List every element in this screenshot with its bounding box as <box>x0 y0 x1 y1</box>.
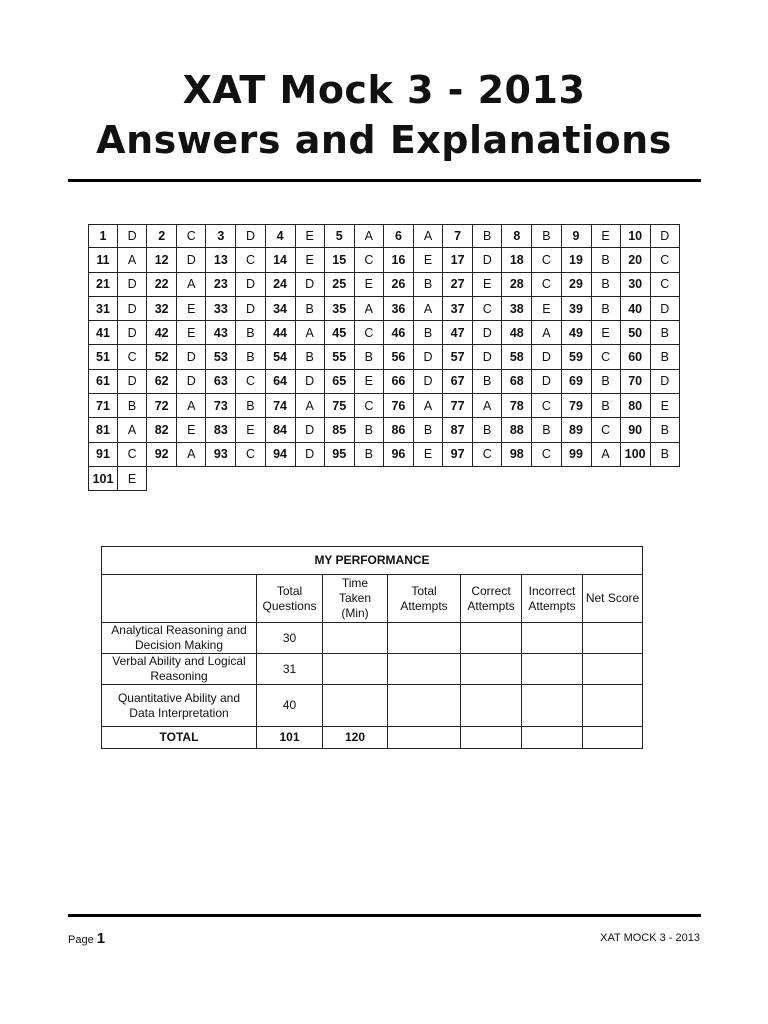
answer-letter: C <box>236 443 265 467</box>
question-number: 91 <box>88 443 118 467</box>
question-number: 81 <box>88 418 118 442</box>
answer-letter: D <box>473 321 502 345</box>
question-number: 28 <box>502 273 532 297</box>
answer-letter: E <box>296 224 325 248</box>
question-number: 30 <box>621 273 651 297</box>
question-number: 20 <box>621 248 651 272</box>
col-total-attempts: Total Attempts <box>388 575 461 623</box>
answer-letter: C <box>532 273 561 297</box>
total-questions-value: 31 <box>257 654 323 685</box>
question-number: 97 <box>443 443 473 467</box>
bottom-rule <box>68 914 701 917</box>
question-number: 42 <box>147 321 177 345</box>
answer-letter: B <box>532 418 561 442</box>
answer-letter: E <box>118 467 147 491</box>
answer-letter: D <box>236 297 265 321</box>
answer-letter: C <box>651 248 680 272</box>
question-number: 2 <box>147 224 177 248</box>
question-number: 62 <box>147 370 177 394</box>
answer-letter: E <box>355 273 384 297</box>
answer-letter: A <box>414 224 443 248</box>
answer-letter: D <box>651 224 680 248</box>
answer-row <box>88 370 680 394</box>
question-number: 69 <box>562 370 592 394</box>
answer-letter: C <box>118 345 147 369</box>
answer-letter: C <box>355 321 384 345</box>
question-number: 90 <box>621 418 651 442</box>
answer-letter: D <box>296 443 325 467</box>
question-number: 16 <box>384 248 414 272</box>
question-number: 76 <box>384 394 414 418</box>
answer-letter: C <box>236 248 265 272</box>
answer-letter: C <box>355 248 384 272</box>
question-number: 43 <box>206 321 236 345</box>
answer-letter: E <box>414 443 443 467</box>
answer-letter: D <box>651 297 680 321</box>
question-number: 79 <box>562 394 592 418</box>
question-number: 26 <box>384 273 414 297</box>
question-number: 8 <box>502 224 532 248</box>
answer-row <box>88 467 680 491</box>
question-number: 78 <box>502 394 532 418</box>
question-number: 66 <box>384 370 414 394</box>
total-row <box>102 727 643 749</box>
question-number: 10 <box>621 224 651 248</box>
question-number: 32 <box>147 297 177 321</box>
answer-letter: B <box>592 394 621 418</box>
answer-letter: D <box>177 248 206 272</box>
answer-letter: D <box>473 248 502 272</box>
question-number: 65 <box>325 370 355 394</box>
question-number: 33 <box>206 297 236 321</box>
answer-letter: A <box>532 321 561 345</box>
col-net-score: Net Score <box>583 575 643 623</box>
answer-letter: D <box>296 418 325 442</box>
total-questions-value: 40 <box>257 685 323 727</box>
answer-letter: C <box>355 394 384 418</box>
question-number: 86 <box>384 418 414 442</box>
question-number: 27 <box>443 273 473 297</box>
answer-letter: A <box>473 394 502 418</box>
answer-letter: E <box>651 394 680 418</box>
question-number: 80 <box>621 394 651 418</box>
question-number: 101 <box>88 467 118 491</box>
answer-letter: D <box>414 370 443 394</box>
question-number: 77 <box>443 394 473 418</box>
total-questions-sum: 101 <box>257 727 323 749</box>
answer-row <box>88 273 680 297</box>
question-number: 34 <box>266 297 296 321</box>
question-number: 96 <box>384 443 414 467</box>
question-number: 85 <box>325 418 355 442</box>
answer-letter: D <box>118 273 147 297</box>
question-number: 67 <box>443 370 473 394</box>
answer-letter: D <box>473 345 502 369</box>
answer-letter: B <box>355 443 384 467</box>
question-number: 56 <box>384 345 414 369</box>
answer-letter: B <box>532 224 561 248</box>
section-header-blank <box>102 575 257 623</box>
answer-letter: B <box>355 418 384 442</box>
question-number: 98 <box>502 443 532 467</box>
question-number: 54 <box>266 345 296 369</box>
answer-letter: C <box>532 394 561 418</box>
answer-letter: B <box>651 418 680 442</box>
answer-letter: B <box>592 370 621 394</box>
title-line-2: Answers and Explanations <box>96 118 672 162</box>
question-number: 45 <box>325 321 355 345</box>
performance-table <box>101 546 643 749</box>
answer-letter: C <box>592 345 621 369</box>
question-number: 49 <box>562 321 592 345</box>
answer-letter: B <box>118 394 147 418</box>
answer-row <box>88 224 680 248</box>
question-number: 19 <box>562 248 592 272</box>
answer-letter: D <box>118 224 147 248</box>
question-number: 12 <box>147 248 177 272</box>
col-incorrect-attempts: Incorrect Attempts <box>522 575 583 623</box>
question-number: 52 <box>147 345 177 369</box>
page-label: Page <box>68 934 94 946</box>
question-number: 23 <box>206 273 236 297</box>
question-number: 11 <box>88 248 118 272</box>
answer-letter: C <box>236 370 265 394</box>
answer-row <box>88 297 680 321</box>
question-number: 58 <box>502 345 532 369</box>
question-number: 94 <box>266 443 296 467</box>
page-number: 1 <box>96 930 106 947</box>
question-number: 4 <box>266 224 296 248</box>
answer-letter: D <box>296 273 325 297</box>
question-number: 71 <box>88 394 118 418</box>
question-number: 48 <box>502 321 532 345</box>
question-number: 64 <box>266 370 296 394</box>
answer-letter: D <box>118 321 147 345</box>
question-number: 22 <box>147 273 177 297</box>
answer-key-grid <box>88 224 680 491</box>
answer-letter: E <box>177 418 206 442</box>
question-number: 41 <box>88 321 118 345</box>
question-number: 84 <box>266 418 296 442</box>
answer-letter: E <box>355 370 384 394</box>
answer-letter: A <box>177 273 206 297</box>
page-footer <box>68 930 105 947</box>
question-number: 53 <box>206 345 236 369</box>
answer-letter: E <box>473 273 502 297</box>
answer-letter: B <box>473 418 502 442</box>
answer-letter: D <box>651 370 680 394</box>
col-time-taken: Time Taken (Min) <box>323 575 388 623</box>
question-number: 38 <box>502 297 532 321</box>
table-row <box>102 623 643 654</box>
question-number: 25 <box>325 273 355 297</box>
table-row <box>102 654 643 685</box>
question-number: 72 <box>147 394 177 418</box>
answer-letter: D <box>177 345 206 369</box>
answer-row <box>88 345 680 369</box>
question-number: 3 <box>206 224 236 248</box>
total-questions-value: 30 <box>257 623 323 654</box>
answer-letter: E <box>532 297 561 321</box>
answer-letter: A <box>414 297 443 321</box>
answer-letter: E <box>236 418 265 442</box>
question-number: 36 <box>384 297 414 321</box>
answer-letter: C <box>177 224 206 248</box>
question-number: 1 <box>88 224 118 248</box>
question-number: 18 <box>502 248 532 272</box>
question-number: 46 <box>384 321 414 345</box>
question-number: 24 <box>266 273 296 297</box>
question-number: 9 <box>562 224 592 248</box>
answer-letter: E <box>296 248 325 272</box>
question-number: 88 <box>502 418 532 442</box>
answer-letter: E <box>414 248 443 272</box>
question-number: 100 <box>621 443 651 467</box>
answer-letter: A <box>118 418 147 442</box>
top-rule <box>68 179 701 182</box>
answer-letter: A <box>177 394 206 418</box>
question-number: 93 <box>206 443 236 467</box>
question-number: 57 <box>443 345 473 369</box>
question-number: 44 <box>266 321 296 345</box>
question-number: 59 <box>562 345 592 369</box>
answer-letter: D <box>177 370 206 394</box>
answer-letter: C <box>473 443 502 467</box>
answer-row <box>88 418 680 442</box>
answer-row <box>88 248 680 272</box>
answer-letter: A <box>592 443 621 467</box>
answer-letter: C <box>592 418 621 442</box>
question-number: 73 <box>206 394 236 418</box>
answer-letter: E <box>592 224 621 248</box>
answer-letter: C <box>473 297 502 321</box>
answer-letter: D <box>236 273 265 297</box>
question-number: 63 <box>206 370 236 394</box>
answer-letter: E <box>177 321 206 345</box>
total-time-sum: 120 <box>323 727 388 749</box>
question-number: 70 <box>621 370 651 394</box>
answer-letter: A <box>296 394 325 418</box>
question-number: 75 <box>325 394 355 418</box>
answer-letter: B <box>651 321 680 345</box>
answer-letter: B <box>592 273 621 297</box>
answer-letter: D <box>532 345 561 369</box>
answer-letter: A <box>118 248 147 272</box>
title-line-1: XAT Mock 3 - 2013 <box>182 68 586 112</box>
answer-letter: A <box>355 224 384 248</box>
section-name: Quantitative Ability and Data Interpretation <box>102 685 257 727</box>
question-number: 5 <box>325 224 355 248</box>
answer-letter: C <box>651 273 680 297</box>
question-number: 61 <box>88 370 118 394</box>
answer-letter: B <box>296 297 325 321</box>
answer-letter: B <box>414 273 443 297</box>
question-number: 40 <box>621 297 651 321</box>
answer-letter: D <box>118 370 147 394</box>
answer-letter: B <box>414 418 443 442</box>
question-number: 55 <box>325 345 355 369</box>
answer-letter: C <box>118 443 147 467</box>
question-number: 50 <box>621 321 651 345</box>
question-number: 37 <box>443 297 473 321</box>
question-number: 95 <box>325 443 355 467</box>
question-number: 35 <box>325 297 355 321</box>
answer-letter: D <box>414 345 443 369</box>
answer-letter: B <box>473 224 502 248</box>
question-number: 74 <box>266 394 296 418</box>
answer-letter: D <box>532 370 561 394</box>
question-number: 29 <box>562 273 592 297</box>
total-label: TOTAL <box>102 727 257 749</box>
question-number: 92 <box>147 443 177 467</box>
question-number: 31 <box>88 297 118 321</box>
question-number: 99 <box>562 443 592 467</box>
performance-heading: MY PERFORMANCE <box>102 547 643 575</box>
question-number: 15 <box>325 248 355 272</box>
col-correct-attempts: Correct Attempts <box>461 575 522 623</box>
question-number: 51 <box>88 345 118 369</box>
answer-letter: A <box>296 321 325 345</box>
answer-letter: B <box>355 345 384 369</box>
answer-letter: E <box>177 297 206 321</box>
question-number: 83 <box>206 418 236 442</box>
answer-letter: A <box>355 297 384 321</box>
section-name: Analytical Reasoning and Decision Making <box>102 623 257 654</box>
answer-letter: D <box>236 224 265 248</box>
answer-row <box>88 321 680 345</box>
question-number: 47 <box>443 321 473 345</box>
answer-letter: D <box>118 297 147 321</box>
answer-letter: B <box>651 345 680 369</box>
question-number: 6 <box>384 224 414 248</box>
answer-row <box>88 443 680 467</box>
answer-letter: C <box>532 248 561 272</box>
question-number: 21 <box>88 273 118 297</box>
section-name: Verbal Ability and Logical Reasoning <box>102 654 257 685</box>
question-number: 7 <box>443 224 473 248</box>
answer-letter: A <box>414 394 443 418</box>
answer-letter: E <box>592 321 621 345</box>
answer-letter: B <box>414 321 443 345</box>
question-number: 13 <box>206 248 236 272</box>
answer-row <box>88 394 680 418</box>
col-total-questions: Total Questions <box>257 575 323 623</box>
answer-letter: B <box>296 345 325 369</box>
question-number: 60 <box>621 345 651 369</box>
answer-letter: C <box>532 443 561 467</box>
table-row <box>102 685 643 727</box>
footer-doc-name: XAT MOCK 3 - 2013 <box>600 932 700 944</box>
question-number: 82 <box>147 418 177 442</box>
answer-letter: B <box>236 394 265 418</box>
answer-letter: B <box>592 297 621 321</box>
question-number: 39 <box>562 297 592 321</box>
question-number: 68 <box>502 370 532 394</box>
answer-letter: D <box>296 370 325 394</box>
answer-letter: A <box>177 443 206 467</box>
question-number: 87 <box>443 418 473 442</box>
answer-letter: B <box>473 370 502 394</box>
answer-letter: B <box>651 443 680 467</box>
answer-letter: B <box>236 345 265 369</box>
question-number: 89 <box>562 418 592 442</box>
question-number: 14 <box>266 248 296 272</box>
question-number: 17 <box>443 248 473 272</box>
answer-letter: B <box>236 321 265 345</box>
answer-letter: B <box>592 248 621 272</box>
